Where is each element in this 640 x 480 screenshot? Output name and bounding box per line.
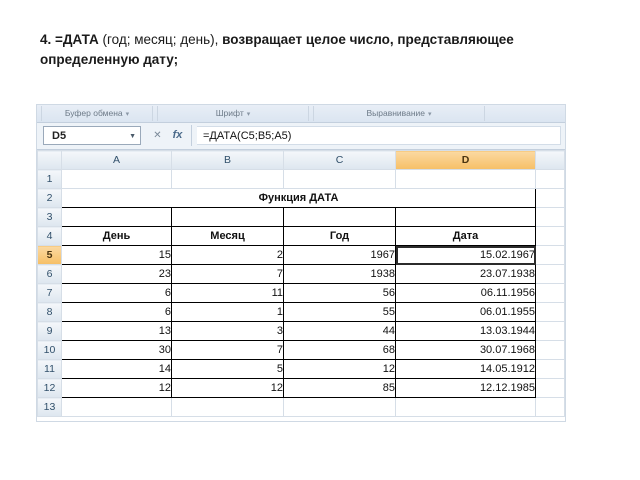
cell-header-den[interactable]: День xyxy=(62,227,172,246)
cell-e10[interactable] xyxy=(536,341,565,360)
cell-e13[interactable] xyxy=(536,398,565,417)
title-formula-name: 4. =ДАТА xyxy=(40,32,99,47)
table-header-row xyxy=(38,227,565,246)
row-header-6[interactable]: 6 xyxy=(38,265,62,284)
row-header-3[interactable]: 3 xyxy=(38,208,62,227)
formula-input[interactable]: =ДАТА(C5;B5;A5) xyxy=(197,126,561,145)
cell-header-data[interactable]: Дата xyxy=(396,227,536,246)
cell-d5[interactable]: 15.02.1967 xyxy=(396,246,536,265)
table-row xyxy=(38,379,565,398)
ribbon-group-clipboard[interactable] xyxy=(41,106,153,121)
column-header-row xyxy=(38,151,565,170)
table-row xyxy=(38,360,565,379)
cell-b11[interactable]: 5 xyxy=(172,360,284,379)
cell-b1[interactable] xyxy=(172,170,284,189)
row-header-5[interactable]: 5 xyxy=(38,246,62,265)
cell-b7[interactable]: 11 xyxy=(172,284,284,303)
row-header-9[interactable]: 9 xyxy=(38,322,62,341)
cell-b9[interactable]: 3 xyxy=(172,322,284,341)
cell-b6[interactable]: 7 xyxy=(172,265,284,284)
cell-a9[interactable]: 13 xyxy=(62,322,172,341)
cell-a5[interactable]: 15 xyxy=(62,246,172,265)
cell-header-mesyac[interactable]: Месяц xyxy=(172,227,284,246)
row-header-4[interactable]: 4 xyxy=(38,227,62,246)
cell-e6[interactable] xyxy=(536,265,565,284)
cell-c1[interactable] xyxy=(284,170,396,189)
row-header-2[interactable]: 2 xyxy=(38,189,62,208)
cell-c10[interactable]: 68 xyxy=(284,341,396,360)
table-row xyxy=(38,189,565,208)
chevron-down-icon: ▾ xyxy=(428,111,432,118)
cell-a8[interactable]: 6 xyxy=(62,303,172,322)
table-row xyxy=(38,303,565,322)
cell-b3[interactable] xyxy=(172,208,284,227)
cell-d12[interactable]: 12.12.1985 xyxy=(396,379,536,398)
table-row xyxy=(38,398,565,417)
cell-c6[interactable]: 1938 xyxy=(284,265,396,284)
cell-a1[interactable] xyxy=(62,170,172,189)
column-header-extra[interactable] xyxy=(536,151,565,170)
insert-function-icon[interactable]: fx xyxy=(172,129,183,141)
row-header-11[interactable]: 11 xyxy=(38,360,62,379)
row-header-1[interactable]: 1 xyxy=(38,170,62,189)
ribbon-group-font[interactable] xyxy=(157,106,309,121)
cell-b12[interactable]: 12 xyxy=(172,379,284,398)
cell-d6[interactable]: 23.07.1938 xyxy=(396,265,536,284)
cell-c3[interactable] xyxy=(284,208,396,227)
cell-d7[interactable]: 06.11.1956 xyxy=(396,284,536,303)
table-row xyxy=(38,284,565,303)
column-header-b[interactable]: B xyxy=(172,151,284,170)
ribbon-group-clipboard-label: Буфер обмена xyxy=(64,108,123,118)
cell-c9[interactable]: 44 xyxy=(284,322,396,341)
cell-a11[interactable]: 14 xyxy=(62,360,172,379)
row-header-12[interactable]: 12 xyxy=(38,379,62,398)
cell-e4[interactable] xyxy=(536,227,565,246)
cell-d11[interactable]: 14.05.1912 xyxy=(396,360,536,379)
cancel-icon[interactable]: ✕ xyxy=(153,130,162,141)
cell-a6[interactable]: 23 xyxy=(62,265,172,284)
cell-a7[interactable]: 6 xyxy=(62,284,172,303)
ribbon-group-alignment[interactable] xyxy=(313,106,485,121)
cell-e3[interactable] xyxy=(536,208,565,227)
cell-e9[interactable] xyxy=(536,322,565,341)
cell-d10[interactable]: 30.07.1968 xyxy=(396,341,536,360)
table-row xyxy=(38,265,565,284)
cell-c5[interactable]: 1967 xyxy=(284,246,396,265)
cell-a13[interactable] xyxy=(62,398,172,417)
table-row xyxy=(38,341,565,360)
title-arguments: (год; месяц; день), xyxy=(98,32,223,47)
cell-table-title[interactable]: Функция ДАТА xyxy=(62,189,536,208)
ribbon-strip xyxy=(37,105,565,123)
cell-header-god[interactable]: Год xyxy=(284,227,396,246)
cell-d3[interactable] xyxy=(396,208,536,227)
page-title xyxy=(40,30,600,69)
cell-c12[interactable]: 85 xyxy=(284,379,396,398)
cell-e1[interactable] xyxy=(536,170,565,189)
excel-screenshot xyxy=(36,104,566,422)
cell-e11[interactable] xyxy=(536,360,565,379)
cell-d9[interactable]: 13.03.1944 xyxy=(396,322,536,341)
cell-d1[interactable] xyxy=(396,170,536,189)
row-header-7[interactable]: 7 xyxy=(38,284,62,303)
row-header-10[interactable]: 10 xyxy=(38,341,62,360)
chevron-down-icon[interactable]: ▼ xyxy=(129,133,136,140)
cell-d8[interactable]: 06.01.1955 xyxy=(396,303,536,322)
cell-c13[interactable] xyxy=(284,398,396,417)
cell-a3[interactable] xyxy=(62,208,172,227)
cell-c11[interactable]: 12 xyxy=(284,360,396,379)
cell-e7[interactable] xyxy=(536,284,565,303)
cell-b10[interactable]: 7 xyxy=(172,341,284,360)
ribbon-group-alignment-label: Выравнивание xyxy=(366,108,425,118)
formula-bar-divider xyxy=(191,125,192,146)
cell-e2[interactable] xyxy=(536,189,565,208)
chevron-down-icon: ▾ xyxy=(125,111,130,118)
name-box[interactable] xyxy=(43,126,141,145)
select-all-corner[interactable] xyxy=(38,151,62,170)
cell-e5[interactable] xyxy=(536,246,565,265)
table-row xyxy=(38,208,565,227)
name-box-value: D5 xyxy=(52,130,67,142)
ribbon-group-font-label: Шрифт xyxy=(215,108,244,118)
column-header-d[interactable]: D xyxy=(396,151,536,170)
cell-e12[interactable] xyxy=(536,379,565,398)
cell-b5[interactable]: 2 xyxy=(172,246,284,265)
cell-b8[interactable]: 1 xyxy=(172,303,284,322)
column-header-c[interactable]: C xyxy=(284,151,396,170)
formula-bar xyxy=(37,123,565,150)
cell-e8[interactable] xyxy=(536,303,565,322)
table-row xyxy=(38,246,565,265)
table-row xyxy=(38,322,565,341)
spreadsheet-grid xyxy=(37,150,565,422)
column-header-a[interactable]: A xyxy=(62,151,172,170)
table-row xyxy=(38,170,565,189)
row-header-8[interactable]: 8 xyxy=(38,303,62,322)
row-header-13[interactable]: 13 xyxy=(38,398,62,417)
cell-c7[interactable]: 56 xyxy=(284,284,396,303)
chevron-down-icon: ▾ xyxy=(246,111,251,118)
cell-c8[interactable]: 55 xyxy=(284,303,396,322)
title-description: возвращает целое число, представляющее определенную дату; xyxy=(40,32,514,67)
cell-a10[interactable]: 30 xyxy=(62,341,172,360)
cell-d13[interactable] xyxy=(396,398,536,417)
cell-a12[interactable]: 12 xyxy=(62,379,172,398)
cell-b13[interactable] xyxy=(172,398,284,417)
